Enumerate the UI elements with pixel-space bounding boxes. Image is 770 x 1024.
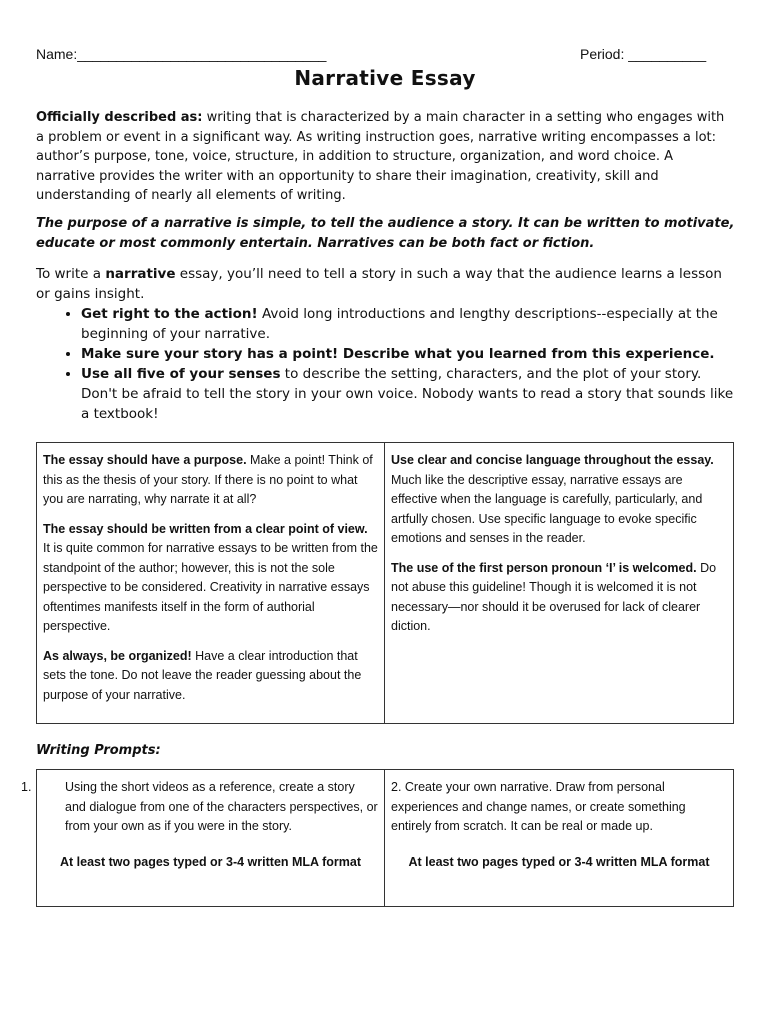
prompt-1-number: 1. (21, 780, 32, 794)
writing-prompts-heading: Writing Prompts: (36, 743, 161, 758)
instructions-bold: narrative (105, 266, 176, 282)
prompt-1-requirement: At least two pages typed or 3-4 written MLA format (60, 854, 361, 869)
instructions-intro (36, 264, 736, 304)
prompt-1-cell (21, 770, 385, 907)
guideline-bold: The use of the first person pronoun ‘I’ is welcomed. (391, 560, 697, 575)
page-title: Narrative Essay (294, 66, 476, 90)
prompt-2-text: 2. Create your own narrative. Draw from personal experiences and change names, or create something entirely from scratch. It can be real or made up. (391, 780, 686, 833)
definition-lead: Officially described as: (36, 110, 203, 125)
guideline-text: Do not abuse this guideline! Though it is welcomed it is not necessary—nor should it be overused for lack of clearer diction. (391, 560, 717, 633)
bullet-text: Avoid long introductions and lengthy descriptions--especially at the beginning of your narrative. (81, 306, 718, 342)
prompt-1-body: Using the short videos as a reference, create a story and dialogue from one of the characters perspectives, or from your own as if you were in the story. (65, 780, 378, 833)
guideline-text: Make a point! Think of this as the thesis of your story. If there is no point to what you are narrating, why narrate it at all? (43, 453, 373, 506)
instructions-pre: To write a (36, 266, 106, 282)
guidelines-right-cell (385, 443, 734, 724)
guideline-item (43, 451, 378, 510)
guideline-bold: As always, be organized! (43, 648, 192, 663)
guideline-text: Much like the descriptive essay, narrative essays are effective when the language is carefully, particularly, and artfully chosen. Use specific language to evoke specific emotions and senses in the reader. (391, 472, 703, 545)
guideline-text: Have a clear introduction that sets the tone. Do not leave the reader guessing about the purpose of your narrative. (43, 648, 362, 702)
guideline-bold: The essay should have a purpose. (43, 453, 247, 467)
prompt-1-text (21, 778, 378, 837)
purpose-statement: The purpose of a narrative is simple, to tell the audience a story. It can be written to motivate, educate or most commonly entertain. Narratives can be both fact or fiction. (36, 216, 735, 251)
bullet-item (81, 304, 736, 344)
instructions-section (36, 264, 736, 424)
bullet-bold: Make sure your story has a point! Describe what you learned from this experience. (81, 346, 715, 362)
name-field-label: Name:________________________________ (36, 46, 327, 62)
guideline-item (43, 520, 378, 637)
bullet-item (81, 364, 736, 424)
tips-bullet-list (36, 304, 736, 424)
guideline-text: It is quite common for narrative essays to be written from the standpoint of the author; however, this is not the sole perspective to be considered. Creativity in narrative essays oftentimes manifests itself in the form of authorial perspective. (43, 541, 378, 633)
guidelines-left-cell (37, 443, 385, 724)
bullet-bold: Use all five of your senses (81, 366, 281, 382)
period-field-label: Period: __________ (580, 46, 707, 62)
guideline-bold: Use clear and concise language throughout the essay. (391, 453, 714, 467)
instructions-post: essay, you’ll need to tell a story in such a way that the audience learns a lesson or gains insight. (36, 266, 722, 302)
definition-text: writing that is characterized by a main character in a setting who engages with a problem or event in a significant way. As writing instruction goes, narrative writing encompasses a lot: author’s purpose, tone, voice, structure, in addition to structure, organization, and word choice. A narrative provides the writer with an opportunity to share their imagination, creativity, skill and understanding of nearly all elements of writing. (36, 110, 725, 203)
bullet-text: to describe the setting, characters, and the plot of your story. Don't be afraid to tell the story in your own voice. Nobody wants to read a story that sounds like a textbook! (81, 366, 734, 422)
guideline-item (43, 647, 378, 706)
bullet-item (81, 344, 736, 364)
bullet-bold: Get right to the action! (81, 306, 258, 322)
guideline-bold: The essay should be written from a clear point of view. (43, 521, 368, 536)
writing-prompts-table (21, 769, 734, 907)
guideline-item (391, 451, 727, 549)
definition-paragraph (36, 108, 736, 206)
guidelines-table (36, 442, 734, 724)
guideline-item (391, 559, 727, 637)
prompt-2-cell (385, 770, 734, 907)
prompt-2-requirement: At least two pages typed or 3-4 written MLA format (408, 854, 710, 869)
